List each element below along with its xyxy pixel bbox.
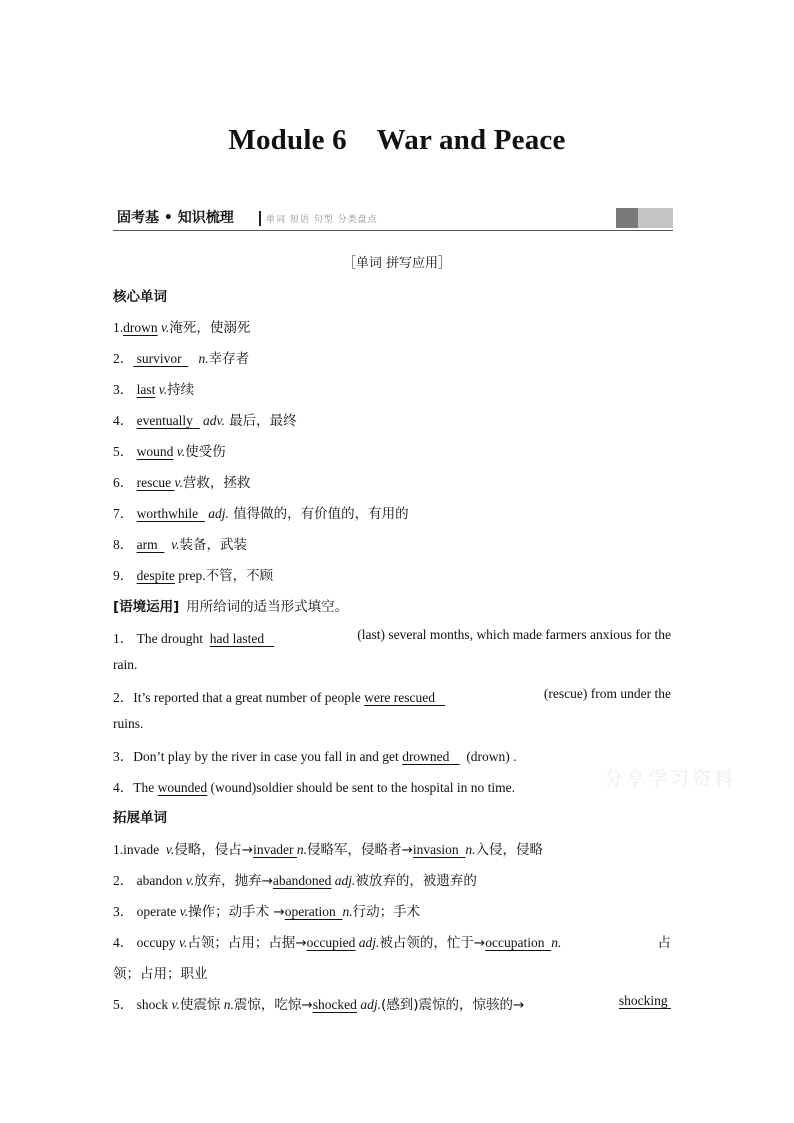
- bar-decor-light: [638, 208, 673, 228]
- section-bar-tags: 单词 短语 句型 分类盘点: [266, 215, 378, 225]
- context-heading: [语境运用] 用所给词的适当形式填空。: [113, 599, 349, 615]
- list-item: 1.invade v.侵略，侵占→invader n.侵略军，侵略者→invasion n.入侵，侵略: [113, 842, 543, 858]
- core-words-heading: 核心单词: [113, 289, 167, 305]
- list-item: 5． wound v.使受伤: [113, 444, 226, 460]
- section-bar-title: 固考基 • 知识梳理: [117, 210, 234, 226]
- list-item: 8． arm v.装备，武装: [113, 537, 247, 553]
- exercise-item: 3．Don’t play by the river in case you fall in and get drowned (drown) .: [113, 749, 517, 764]
- section-heading: ［单词 拼写应用］: [342, 256, 452, 271]
- list-item: 5． shock v.使震惊 n.震惊，吃惊→shocked adj.(感到)震惊的，惊骇的→ shocking: [113, 993, 668, 1013]
- list-item: 7． worthwhile adj. 值得做的，有价值的，有用的: [113, 506, 409, 522]
- page-title: [0, 124, 794, 157]
- exercise-item-continued: rain.: [113, 657, 138, 672]
- exercise-item: 2．It’s reported that a great number of people were rescued (rescue) from under the: [113, 686, 671, 705]
- list-item: 4． eventually adv. 最后，最终: [113, 413, 297, 429]
- exercise-item: 1． The drought had lasted (last) several months, which made farmers anxious for the: [113, 627, 671, 646]
- list-item: 3． operate v.操作；动手术 →operation n.行动；手术: [113, 904, 421, 920]
- list-item-continued: 领；占用；职业: [113, 966, 208, 982]
- list-item: 6． rescue v.营救，拯救: [113, 475, 251, 491]
- exercise-item-continued: ruins.: [113, 716, 144, 731]
- list-item: 2． survivor n.幸存者: [113, 351, 250, 367]
- list-item: 2． abandon v.放弃，抛弃→abandoned adj.被放弃的，被遗弃的: [113, 873, 477, 889]
- module-name: War and Peace: [376, 124, 566, 156]
- bar-divider: [259, 211, 261, 226]
- section-bar: [113, 208, 673, 231]
- bar-decor-dark: [616, 208, 638, 228]
- list-item: 3． last v.持续: [113, 382, 195, 398]
- watermark: 分享学习资料: [604, 768, 737, 790]
- module-number: Module 6: [228, 124, 347, 156]
- exercise-item: 4．The wounded (wound)soldier should be sent to the hospital in no time.: [113, 780, 515, 795]
- extended-words-heading: 拓展单词: [113, 810, 167, 826]
- list-item: 4． occupy v.占领；占用；占据→occupied adj.被占领的，忙于→occupation n. 占: [113, 935, 671, 951]
- list-item: 9． despite prep.不管，不顾: [113, 568, 274, 584]
- list-item: 1.drown v.淹死，使溺死: [113, 320, 251, 336]
